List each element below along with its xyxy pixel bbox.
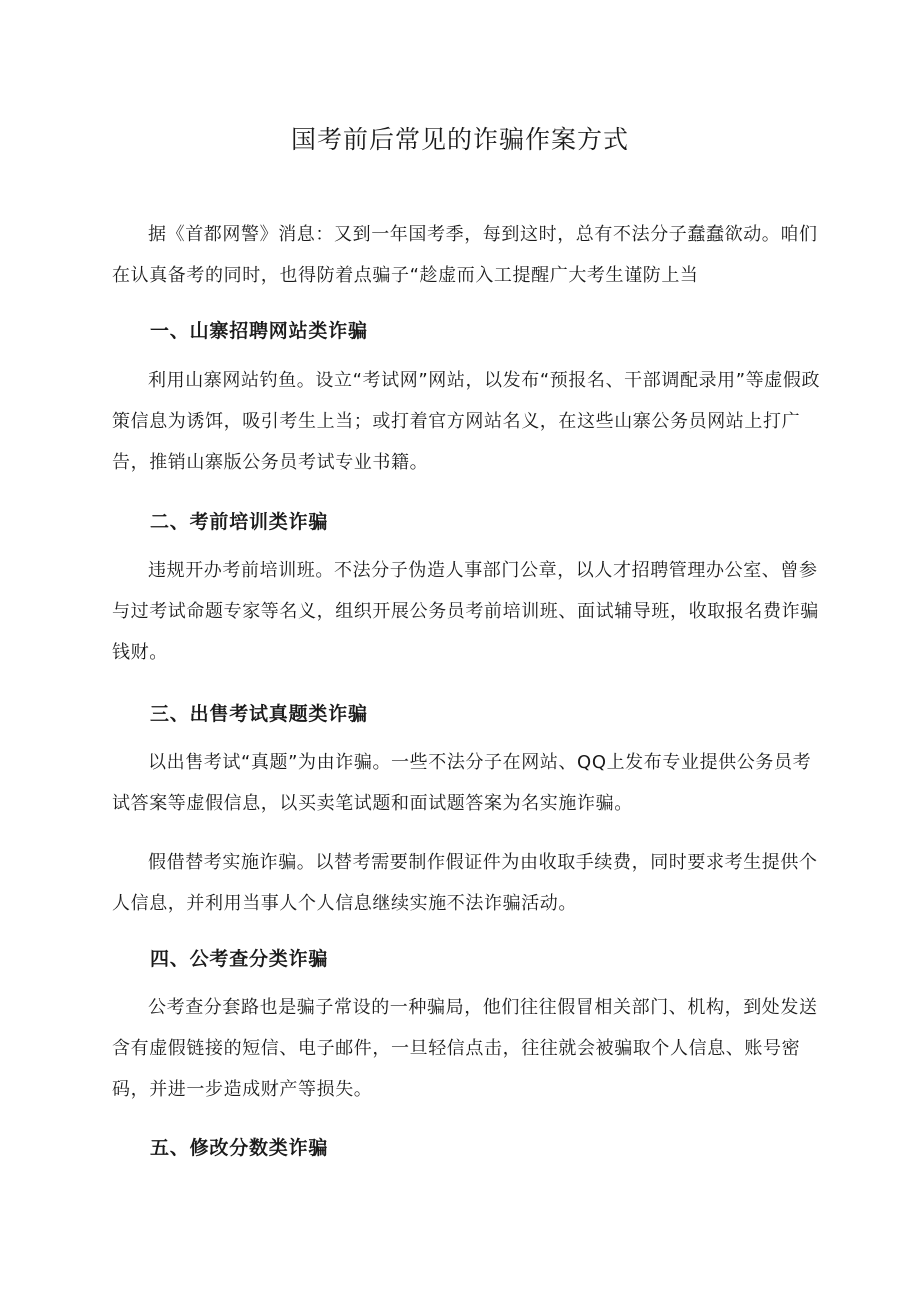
intro-paragraph: 据《首都网警》消息：又到一年国考季，每到这时，总有不法分子蠢蠢欲动。咱们在认真备考的同时，也得防着点骗子“趁虚而入工提醒广大考生谨防上当 [112, 224, 818, 286]
section-3-paragraph-2: 假借替考实施诈骗。以替考需要制作假证件为由收取手续费，同时要求考生提供个人信息，并利用当事人个人信息继续实施不法诈骗活动。 [112, 852, 818, 914]
document-title: 国考前后常见的诈骗作案方式 [290, 125, 629, 154]
section-1-heading: 一、山寨招聘网站类诈骗 [150, 320, 368, 342]
section-3-paragraph-1: 以出售考试“真题”为由诈骗。一些不法分子在网站、QQ上发布专业提供公务员考试答案等虚假信息，以买卖笔试题和面试题答案为名实施诈骗。 [112, 752, 812, 814]
section-2-heading: 二、考前培训类诈骗 [150, 511, 329, 533]
section-4-heading: 四、公考查分类诈骗 [150, 948, 329, 970]
section-2-paragraph-1: 违规开办考前培训班。不法分子伪造人事部门公章，以人才招聘管理办公室、曾参与过考试命题专家等名义，组织开展公务员考前培训班、面试辅导班，收取报名费诈骗钱财。 [112, 560, 819, 663]
section-4-paragraph-1: 公考查分套路也是骗子常设的一种骗局，他们往往假冒相关部门、机构，到处发送含有虚假链接的短信、电子邮件，一旦轻信点击，往往就会被骗取个人信息、账号密码，并进一步造成财产等损失。 [112, 997, 818, 1100]
section-5-heading: 五、修改分数类诈骗 [150, 1137, 329, 1159]
section-3-heading: 三、出售考试真题类诈骗 [150, 703, 368, 725]
section-1-paragraph-1: 利用山寨网站钓鱼。设立“考试网”网站，以发布“预报名、干部调配录用”等虚假政策信息为诱饵，吸引考生上当；或打着官方网站名义，在这些山寨公务员网站上打广告，推销山寨版公务员考试专业书籍。 [112, 370, 821, 473]
